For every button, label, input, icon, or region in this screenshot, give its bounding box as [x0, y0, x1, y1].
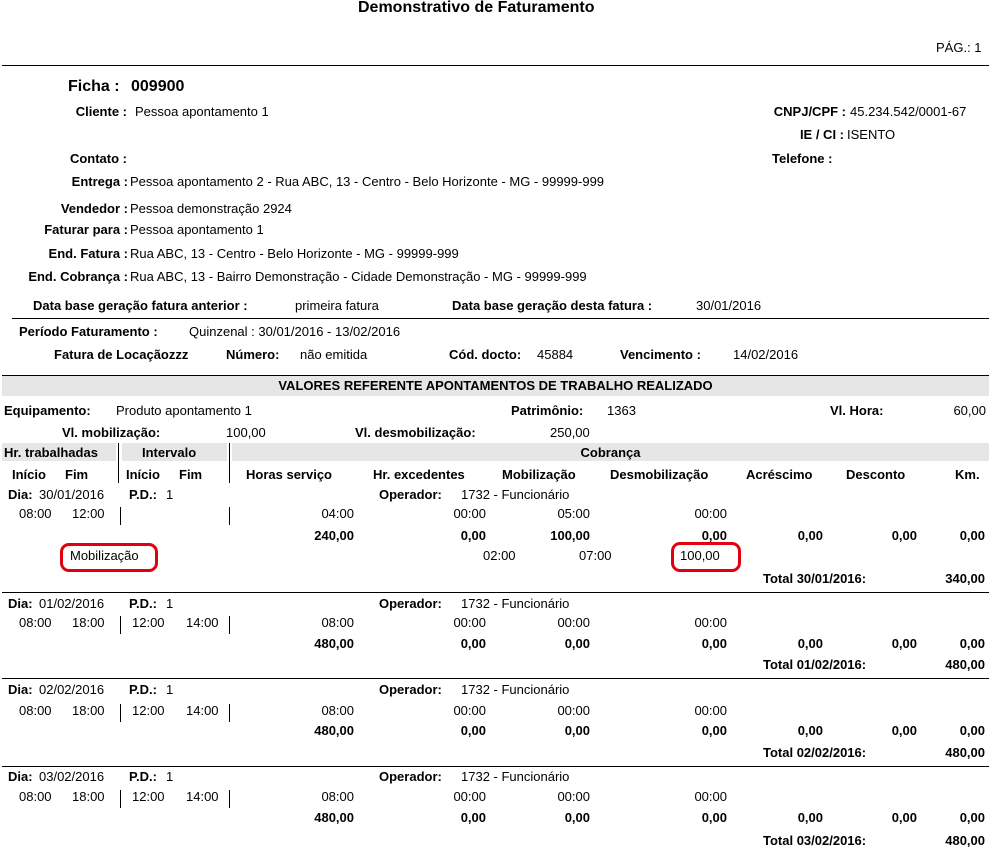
cliente-value: Pessoa apontamento 1 [135, 104, 269, 119]
col-cobranca: Cobrança [580, 445, 641, 460]
pd-label: P.D.: [129, 487, 157, 502]
valor-excedentes: 0,00 [460, 528, 486, 543]
horas-servico: 08:00 [321, 789, 354, 804]
horas-mobilizacao: 05:00 [557, 506, 590, 521]
vendedor-label: Vendedor : [60, 201, 128, 216]
total-dia-label: Total 03/02/2016: [763, 833, 867, 848]
pd-value: 1 [166, 682, 174, 697]
operador-value: 1732 - Funcionário [461, 487, 570, 502]
equipamento-label: Equipamento: [4, 403, 91, 418]
valor-km: 0,00 [959, 723, 985, 738]
vl-hora-value: 60,00 [953, 403, 986, 418]
valor-mobilizacao: 0,00 [564, 723, 590, 738]
vencimento-value: 14/02/2016 [733, 347, 799, 362]
fatura-locacao-label: Fatura de Locaçãozzz [54, 347, 189, 362]
operador-value: 1732 - Funcionário [461, 596, 570, 611]
row-separator [120, 704, 121, 722]
intervalo-inicio: 12:00 [132, 615, 165, 630]
hr-excedentes: 00:00 [453, 506, 486, 521]
horas-desmobilizacao: 00:00 [694, 789, 727, 804]
col-int-inicio: Início [126, 467, 160, 482]
hora-fim: 18:00 [72, 615, 105, 630]
valor-km: 0,00 [959, 528, 985, 543]
pd-label: P.D.: [129, 769, 157, 784]
numero-label: Número: [226, 347, 280, 362]
row-separator [229, 507, 230, 525]
divider [2, 592, 989, 593]
col-hr-trabalhadas: Hr. trabalhadas [4, 445, 98, 460]
pd-label: P.D.: [129, 682, 157, 697]
dia-label: Dia: [8, 487, 33, 502]
mobilizacao-note-valor: 100,00 [680, 548, 720, 563]
faturar-label: Faturar para : [44, 222, 128, 237]
hr-excedentes: 00:00 [453, 789, 486, 804]
total-dia-label: Total 02/02/2016: [763, 745, 867, 760]
cnpj-value: 45.234.542/0001-67 [850, 104, 967, 119]
horas-desmobilizacao: 00:00 [694, 615, 727, 630]
horas-mobilizacao: 00:00 [557, 789, 590, 804]
page-number: PÁG.: 1 [936, 40, 982, 55]
vl-desmobilizacao-label: Vl. desmobilização: [355, 425, 476, 440]
base-atual-label: Data base geração desta fatura : [452, 298, 653, 313]
col-acrescimo: Acréscimo [746, 467, 813, 482]
valor-servico: 480,00 [314, 810, 354, 825]
valor-desconto: 0,00 [891, 723, 917, 738]
row-separator [229, 790, 230, 808]
horas-mobilizacao: 00:00 [557, 703, 590, 718]
col-desmobilizacao: Desmobilização [610, 467, 709, 482]
hora-fim: 18:00 [72, 789, 105, 804]
valor-desmobilizacao: 0,00 [701, 810, 727, 825]
dia-value: 30/01/2016 [39, 487, 105, 502]
entrega-label: Entrega : [71, 174, 128, 189]
operador-label: Operador: [379, 682, 442, 697]
vl-mobilizacao-value: 100,00 [226, 425, 266, 440]
horas-servico: 04:00 [321, 506, 354, 521]
horas-servico: 08:00 [321, 615, 354, 630]
col-km: Km. [955, 467, 980, 482]
patrimonio-value: 1363 [607, 403, 636, 418]
valor-excedentes: 0,00 [460, 636, 486, 651]
intervalo-fim: 14:00 [186, 615, 219, 630]
valor-acrescimo: 0,00 [797, 810, 823, 825]
valor-desconto: 0,00 [891, 810, 917, 825]
docto-value: 45884 [537, 347, 574, 362]
equipamento-value: Produto apontamento 1 [116, 403, 252, 418]
valor-excedentes: 0,00 [460, 810, 486, 825]
vendedor-value: Pessoa demonstração 2924 [130, 201, 292, 216]
valor-servico: 480,00 [314, 723, 354, 738]
mobilizacao-note-hora-2: 07:00 [579, 548, 612, 563]
dia-value: 02/02/2016 [39, 682, 105, 697]
ie-value: ISENTO [847, 127, 896, 142]
telefone-label: Telefone : [772, 151, 833, 166]
horas-desmobilizacao: 00:00 [694, 703, 727, 718]
valor-servico: 480,00 [314, 636, 354, 651]
total-dia-label: Total 30/01/2016: [763, 571, 867, 586]
hora-fim: 18:00 [72, 703, 105, 718]
col-mobilizacao: Mobilização [502, 467, 576, 482]
ficha-number: 009900 [131, 78, 185, 95]
horas-mobilizacao: 00:00 [557, 615, 590, 630]
divider [2, 766, 989, 767]
col-desconto: Desconto [846, 467, 906, 482]
valor-desconto: 0,00 [891, 636, 917, 651]
valor-excedentes: 0,00 [460, 723, 486, 738]
row-separator [120, 616, 121, 634]
pd-label: P.D.: [129, 596, 157, 611]
operador-label: Operador: [379, 487, 442, 502]
intervalo-fim: 14:00 [186, 789, 219, 804]
end-cobranca-value: Rua ABC, 13 - Bairro Demonstração - Cidade Demonstração - MG - 99999-999 [130, 269, 587, 284]
base-atual-value: 30/01/2016 [696, 298, 762, 313]
intervalo-inicio: 12:00 [132, 789, 165, 804]
horas-desmobilizacao: 00:00 [694, 506, 727, 521]
horas-servico: 08:00 [321, 703, 354, 718]
valor-acrescimo: 0,00 [797, 723, 823, 738]
valor-servico: 240,00 [314, 528, 354, 543]
total-dia-value: 480,00 [945, 833, 985, 848]
operador-value: 1732 - Funcionário [461, 769, 570, 784]
total-dia-label: Total 01/02/2016: [763, 657, 867, 672]
valor-desmobilizacao: 0,00 [701, 528, 727, 543]
operador-label: Operador: [379, 596, 442, 611]
operador-label: Operador: [379, 769, 442, 784]
col-horas-servico: Horas serviço [246, 467, 332, 482]
valor-desconto: 0,00 [891, 528, 917, 543]
row-separator [229, 616, 230, 634]
vl-hora-label: Vl. Hora: [830, 403, 884, 418]
end-fatura-value: Rua ABC, 13 - Centro - Belo Horizonte - MG - 99999-999 [130, 246, 459, 261]
operador-value: 1732 - Funcionário [461, 682, 570, 697]
vl-desmobilizacao-value: 250,00 [550, 425, 590, 440]
col-intervalo: Intervalo [142, 445, 197, 460]
end-cobranca-label: End. Cobrança : [28, 269, 128, 284]
valor-acrescimo: 0,00 [797, 528, 823, 543]
end-fatura-label: End. Fatura : [48, 246, 128, 261]
hora-fim: 12:00 [72, 506, 105, 521]
divider [2, 65, 989, 66]
vencimento-label: Vencimento : [620, 347, 701, 362]
total-dia-value: 480,00 [945, 745, 985, 760]
row-separator [229, 704, 230, 722]
cnpj-label: CNPJ/CPF : [773, 104, 846, 119]
valor-mobilizacao: 0,00 [564, 636, 590, 651]
dia-label: Dia: [8, 682, 33, 697]
entrega-value: Pessoa apontamento 2 - Rua ABC, 13 - Centro - Belo Horizonte - MG - 99999-999 [130, 174, 605, 189]
divider [2, 375, 989, 376]
patrimonio-label: Patrimônio: [511, 403, 584, 418]
divider [12, 318, 989, 319]
col-int-fim: Fim [179, 467, 203, 482]
total-dia-value: 480,00 [945, 657, 985, 672]
contato-label: Contato : [69, 151, 127, 166]
hr-excedentes: 00:00 [453, 615, 486, 630]
dia-value: 03/02/2016 [39, 769, 105, 784]
ie-label: IE / CI : [799, 127, 844, 142]
cliente-label: Cliente : [75, 104, 127, 119]
valor-acrescimo: 0,00 [797, 636, 823, 651]
pd-value: 1 [166, 769, 174, 784]
dia-value: 01/02/2016 [39, 596, 105, 611]
hora-inicio: 08:00 [19, 506, 52, 521]
vl-mobilizacao-label: Vl. mobilização: [62, 425, 161, 440]
pd-value: 1 [166, 487, 174, 502]
dia-label: Dia: [8, 596, 33, 611]
total-dia-value: 340,00 [945, 571, 985, 586]
column-separator [118, 443, 119, 483]
column-separator [229, 443, 230, 483]
periodo-value: Quinzenal : 30/01/2016 - 13/02/2016 [189, 324, 401, 339]
hr-excedentes: 00:00 [453, 703, 486, 718]
hora-inicio: 08:00 [19, 615, 52, 630]
base-anterior-value: primeira fatura [295, 298, 379, 313]
row-separator [120, 790, 121, 808]
section-title: VALORES REFERENTE APONTAMENTOS DE TRABALHO REALIZADO [278, 378, 713, 393]
valor-desmobilizacao: 0,00 [701, 636, 727, 651]
intervalo-inicio: 12:00 [132, 703, 165, 718]
row-separator [120, 507, 121, 525]
ficha-label: Ficha : [68, 78, 120, 95]
valor-mobilizacao: 0,00 [564, 810, 590, 825]
hora-inicio: 08:00 [19, 789, 52, 804]
dia-label: Dia: [8, 769, 33, 784]
mobilizacao-note-label: Mobilização [70, 548, 139, 563]
report-title: Demonstrativo de Faturamento [358, 0, 595, 16]
periodo-label: Período Faturamento : [19, 324, 158, 339]
col-inicio: Início [12, 467, 46, 482]
col-fim: Fim [65, 467, 89, 482]
base-anterior-label: Data base geração fatura anterior : [33, 298, 248, 313]
pd-value: 1 [166, 596, 174, 611]
intervalo-fim: 14:00 [186, 703, 219, 718]
valor-desmobilizacao: 0,00 [701, 723, 727, 738]
valor-km: 0,00 [959, 636, 985, 651]
col-hr-excedentes: Hr. excedentes [373, 467, 465, 482]
mobilizacao-note-hora-1: 02:00 [483, 548, 516, 563]
divider [2, 678, 989, 679]
valor-mobilizacao: 100,00 [550, 528, 590, 543]
docto-label: Cód. docto: [449, 347, 522, 362]
numero-value: não emitida [300, 347, 368, 362]
faturar-value: Pessoa apontamento 1 [130, 222, 264, 237]
hora-inicio: 08:00 [19, 703, 52, 718]
valor-km: 0,00 [959, 810, 985, 825]
